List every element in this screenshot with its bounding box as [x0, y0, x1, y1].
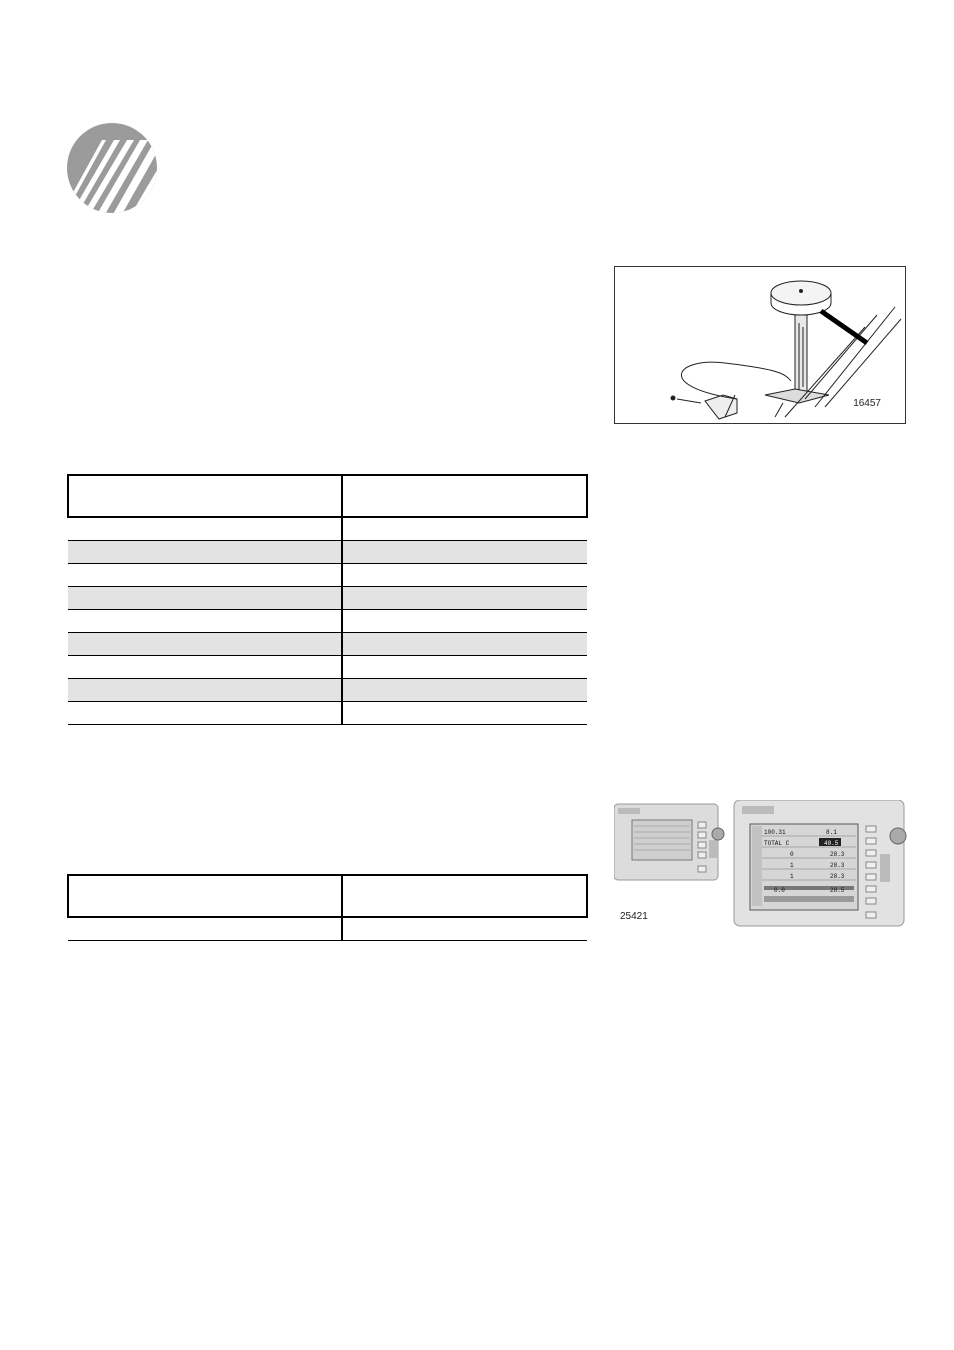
antenna-mount-figure	[614, 266, 906, 424]
terminals-figure	[614, 800, 914, 930]
brand-logo	[66, 122, 158, 214]
screen-value: 28.5	[830, 887, 845, 894]
table-cell	[342, 587, 587, 610]
screen-value: 100.31	[764, 829, 786, 836]
table-cell	[68, 917, 342, 941]
table-cell	[68, 564, 342, 587]
table-cell	[342, 679, 587, 702]
table-row	[68, 541, 587, 564]
screen-value: 1	[790, 862, 794, 869]
table-row	[68, 587, 587, 610]
table-cell	[68, 679, 342, 702]
screen-value: 1	[790, 873, 794, 880]
screen-value: 28.3	[830, 851, 845, 858]
screen-value: 28.3	[830, 873, 845, 880]
screen-value: 0.0	[774, 887, 785, 894]
spec-table-1	[67, 474, 588, 725]
figure-number: 25421	[620, 911, 648, 922]
table-row	[68, 517, 587, 541]
table-cell	[68, 633, 342, 656]
table-cell	[342, 517, 587, 541]
table-cell	[342, 656, 587, 679]
screen-value: TOTAL C	[764, 840, 790, 847]
table-row	[68, 917, 587, 941]
table-row	[68, 633, 587, 656]
display-terminals-photo	[614, 800, 914, 930]
screen-value: 28.3	[830, 862, 845, 869]
table-cell	[342, 702, 587, 725]
table-header-cell	[342, 475, 587, 517]
spec-table-2	[67, 874, 588, 941]
table-cell	[68, 610, 342, 633]
table-header-row	[68, 875, 587, 917]
figure-number: 16457	[853, 398, 881, 409]
screen-value: 8.1	[826, 829, 837, 836]
table-row	[68, 610, 587, 633]
table-row	[68, 702, 587, 725]
table-cell	[68, 517, 342, 541]
screen-value: 40.5	[824, 840, 839, 847]
table-row	[68, 679, 587, 702]
table-cell	[68, 702, 342, 725]
table-cell	[68, 541, 342, 564]
table-header-cell	[342, 875, 587, 917]
table-cell	[68, 587, 342, 610]
table-row	[68, 564, 587, 587]
table-cell	[342, 541, 587, 564]
screen-value: 0	[790, 851, 794, 858]
table-header-row	[68, 475, 587, 517]
table-header-cell	[68, 875, 342, 917]
table-row	[68, 656, 587, 679]
table-cell	[342, 610, 587, 633]
table-cell	[342, 564, 587, 587]
table-header-cell	[68, 475, 342, 517]
table-cell	[342, 633, 587, 656]
table-cell	[68, 656, 342, 679]
table-cell	[342, 917, 587, 941]
